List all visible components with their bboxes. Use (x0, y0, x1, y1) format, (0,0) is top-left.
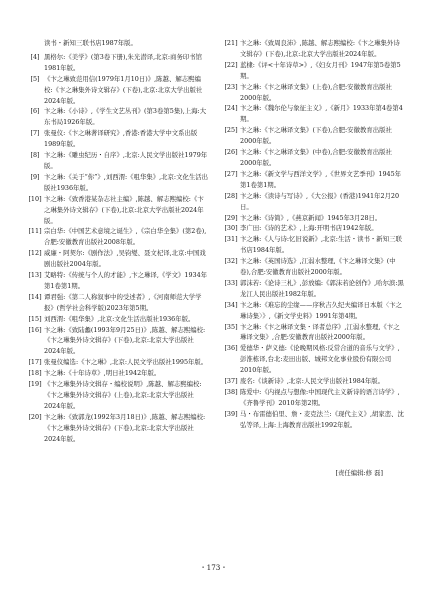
reference-number: [6] (30, 107, 40, 116)
reference-number: [12] (28, 249, 42, 258)
reference-item (222, 278, 405, 300)
reference-text: 马・布雷德伯里、詹・麦克法兰:《现代主义》,胡家峦、沈弘等译,上海:上海教育出版社1992年版。 (240, 409, 404, 429)
reference-item (26, 325, 209, 358)
reference-number: [21] (224, 39, 238, 47)
reference-text: 卞之琳:《卞之琳译文集》(下卷),合肥:安徽教育出版社2000年版。 (240, 126, 392, 146)
reference-item (222, 300, 405, 322)
reference-number: [28] (224, 191, 238, 200)
reference-item (26, 74, 209, 107)
reference-item (222, 38, 405, 60)
reference-text: 张曼仪编选:《卞之琳》,北京:人民文学出版社1995年版。 (44, 358, 208, 367)
reference-item (222, 256, 405, 278)
reference-text: 卞之琳:《读诗与写诗》,《大公报》(香港)1941年2月20日。 (240, 191, 400, 211)
page-number: ・173・ (199, 563, 228, 572)
reference-number: [36] (224, 344, 238, 353)
reference-number: [25] (224, 126, 238, 135)
reference-item (26, 292, 209, 314)
reference-text: 李广田:《诗的艺术》,上海:开明书店1942年版。 (240, 224, 378, 233)
reference-text: 卞之琳:《英国诗选》,江弱水整理,《卞之琳译文集》(中卷),合肥:安徽教育出版社2000年版。 (240, 257, 396, 277)
reference-item (222, 169, 405, 191)
reference-item (222, 125, 405, 147)
reference-item (26, 172, 209, 194)
reference-number: [27] (224, 169, 238, 178)
reference-text: 卞之琳:《致郭龙(1992年3月18日)》,陈越、解志熙编校:《卞之琳集外诗文辑存》(下卷),北京:北京大学出版社2024年版。 (44, 412, 206, 443)
reference-text: 蓝棣:《评<十年诗草>》,《妇女月刊》1947年第5卷第5期。 (240, 60, 401, 80)
reference-item (26, 248, 209, 270)
reference-number: [22] (224, 60, 238, 69)
left-column (26, 38, 209, 445)
reference-text: 卞之琳:《卞之琳译文集・译者总序》,江弱水整理,《卞之琳译文集》,合肥:安徽教育出版社2000年版。 (240, 322, 400, 342)
reference-text: 卞之琳:《雕虫纪历・自序》,北京:人民文学出版社1979年版。 (44, 151, 208, 170)
reference-number: [20] (28, 412, 42, 421)
reference-text: 卞之琳:《十年诗草》,明日社1942年版。 (44, 369, 161, 378)
reference-item (222, 234, 405, 256)
reference-item (222, 387, 405, 409)
reference-item (222, 103, 405, 125)
reference-number: [18] (28, 369, 42, 378)
reference-item (26, 226, 209, 248)
reference-text: 爱德华・萨义德:《论晚期风格:反常合道的音乐与文学》,彭淮栋译,台北:麦田出版、城邦文化事业股份有限公司2010年版。 (240, 344, 400, 375)
reference-text: 卞之琳:《魏尔伦与象征主义》,《新月》1933年第4卷第4期。 (240, 104, 403, 124)
right-column (222, 38, 405, 431)
reference-number: [19] (28, 380, 42, 389)
reference-item (222, 60, 405, 82)
reference-item (26, 368, 209, 379)
reference-number: [26] (224, 148, 238, 157)
reference-number: [31] (224, 235, 238, 244)
reference-item (222, 376, 405, 387)
reference-item (222, 191, 405, 213)
reference-text: 卞之琳:《致香港某杂志社主编》,陈越、解志熙编校:《卞之琳集外诗文辑存》(下卷),北京:北京大学出版社2024年版。 (44, 194, 204, 225)
reference-number: [10] (28, 194, 42, 203)
reference-text: 卞之琳:《卞之琳译文集》(上卷),合肥:安徽教育出版社2000年版。 (240, 82, 392, 102)
reference-text: 郭沫若:《论诗三札》,彭放编:《郭沫若论创作》,哈尔滨:黑龙江人民出版社1982年版。 (240, 278, 404, 298)
reference-item (26, 52, 209, 74)
reference-text: 废名:《谈新诗》,北京:人民文学出版社1984年版。 (240, 377, 385, 386)
reference-text: 艾略特:《传统与个人的才能》,卞之琳译,《学文》1934年第1卷第1期。 (44, 271, 208, 290)
reference-text: 宗白华:《中国艺术意境之诞生》,《宗白华全集》(第2卷),合肥:安徽教育出版社2008年版。 (44, 227, 207, 247)
reference-number: [38] (224, 388, 238, 396)
reference-number: [14] (28, 292, 42, 301)
reference-text: 卞之琳:《小诗》,《学生文艺丛刊》(第3卷第5集),上海:大东书局1926年版。 (44, 107, 207, 127)
reference-item (222, 223, 405, 234)
reference-number: [34] (224, 300, 238, 309)
reference-number: [24] (224, 104, 238, 113)
reference-number: [16] (28, 325, 42, 334)
reference-number: [39] (224, 409, 238, 418)
reference-text: 黑格尔:《美学》(第3卷下册),朱光潜译,北京:商务印书馆1981年版。 (44, 52, 203, 72)
reference-item (222, 409, 405, 431)
reference-number: [5] (30, 74, 40, 83)
reference-text: 卞之琳:《新文学与西洋文学》,《世界文艺季刊》1945年第1卷第1期。 (240, 169, 402, 189)
reference-item (222, 82, 405, 104)
reference-number: [37] (224, 377, 238, 386)
reference-item (26, 194, 209, 227)
reference-item (222, 322, 405, 344)
reference-item (26, 128, 209, 150)
reference-text: 卞之琳:《人与诗:忆旧说新》,北京:生活・读书・新知三联书店1984年版。 (240, 235, 402, 255)
reference-text: 《卞之琳集外诗文辑存・编校说明》,陈越、解志熙编校:《卞之琳集外诗文辑存》(上卷),北京:北京大学出版社2024年版。 (44, 380, 202, 410)
reference-item (222, 343, 405, 376)
reference-item (26, 150, 209, 172)
reference-number: [9] (30, 172, 40, 181)
reference-item (222, 213, 405, 224)
reference-number: [30] (224, 224, 238, 233)
editor-credit: [责任编辑:修 磊] (335, 469, 383, 477)
reference-number: [7] (30, 129, 40, 138)
reference-number: [11] (28, 227, 42, 236)
reference-number: [8] (30, 151, 40, 160)
reference-text: 卞之琳:《卞之琳译文集》(中卷),合肥:安徽教育出版社2000年版。 (240, 148, 392, 167)
reference-number: [32] (224, 257, 238, 266)
reference-number: [23] (224, 82, 238, 91)
right-reference-list (222, 38, 405, 431)
reference-text: 卞之琳:《致陆蠡(1993年9月25日)》,陈越、解志熙编校:《卞之琳集外诗文辑存》(下卷),北京:北京大学出版社2024年版。 (44, 325, 206, 356)
reference-text: 卞之琳:《关于“你”》,刘西渭:《咀华集》,北京:文化生活出版社1936年版。 (44, 172, 209, 192)
reference-text: 《卞之琳致范用信(1979年1月10日)》,陈越、解志熙编校:《卞之琳集外诗文辑存》(下卷),北京:北京大学出版社2024年版。 (44, 74, 203, 105)
reference-item (222, 147, 405, 169)
reference-item (26, 379, 209, 412)
reference-number: [15] (28, 314, 42, 323)
reference-text: 张曼仪:《卞之琳著译研究》,香港:香港大学中文系出版1989年版。 (44, 129, 198, 149)
reference-item (26, 412, 209, 445)
reference-item (26, 106, 209, 128)
reference-text: 刘西渭:《咀华集》,北京:文化生活出版社1936年版。 (44, 314, 195, 323)
reference-number: [4] (30, 52, 40, 61)
left-reference-list (26, 52, 209, 445)
reference-text: 谭君强:《第二人称叙事中的受述者》,《河南师范大学学报》(哲学社会科学版)2023年第5期。 (44, 292, 202, 312)
reference-number: [13] (28, 271, 42, 280)
reference-item (26, 270, 209, 292)
reference-number: [35] (224, 322, 238, 331)
reference-text: 陈爱中:《内视点与想像:中国现代主义新诗的语言诗学》,《齐鲁学刊》2010年第2期。 (240, 388, 400, 407)
reference-number: [33] (224, 278, 238, 287)
reference-item (26, 314, 209, 325)
reference-item (26, 357, 209, 368)
reference-text: 卞之琳:《诗简》,《燕京新闻》1945年3月28日。 (240, 213, 382, 222)
reference-text: 卞之琳:《致周良沛》,陈越、解志熙编校:《卞之琳集外诗文辑存》(下卷),北京:北京大学出版社2024年版。 (240, 39, 400, 58)
reference-number: [17] (28, 358, 42, 367)
reference-text: 卞之琳:《难忘的尘缘——序秋吉久纪夫编译日本版〈卞之琳诗集〉》,《新文学史料》1991年第4期。 (240, 300, 402, 320)
reference-text: 威廉・阿契尔:《剧作法》,吴钧燮、聂文杞译,北京:中国戏剧出版社2004年版。 (44, 249, 206, 269)
reference-number: [29] (224, 213, 238, 222)
continuation-text: 读书・新知三联书店1987年版。 (44, 39, 137, 47)
